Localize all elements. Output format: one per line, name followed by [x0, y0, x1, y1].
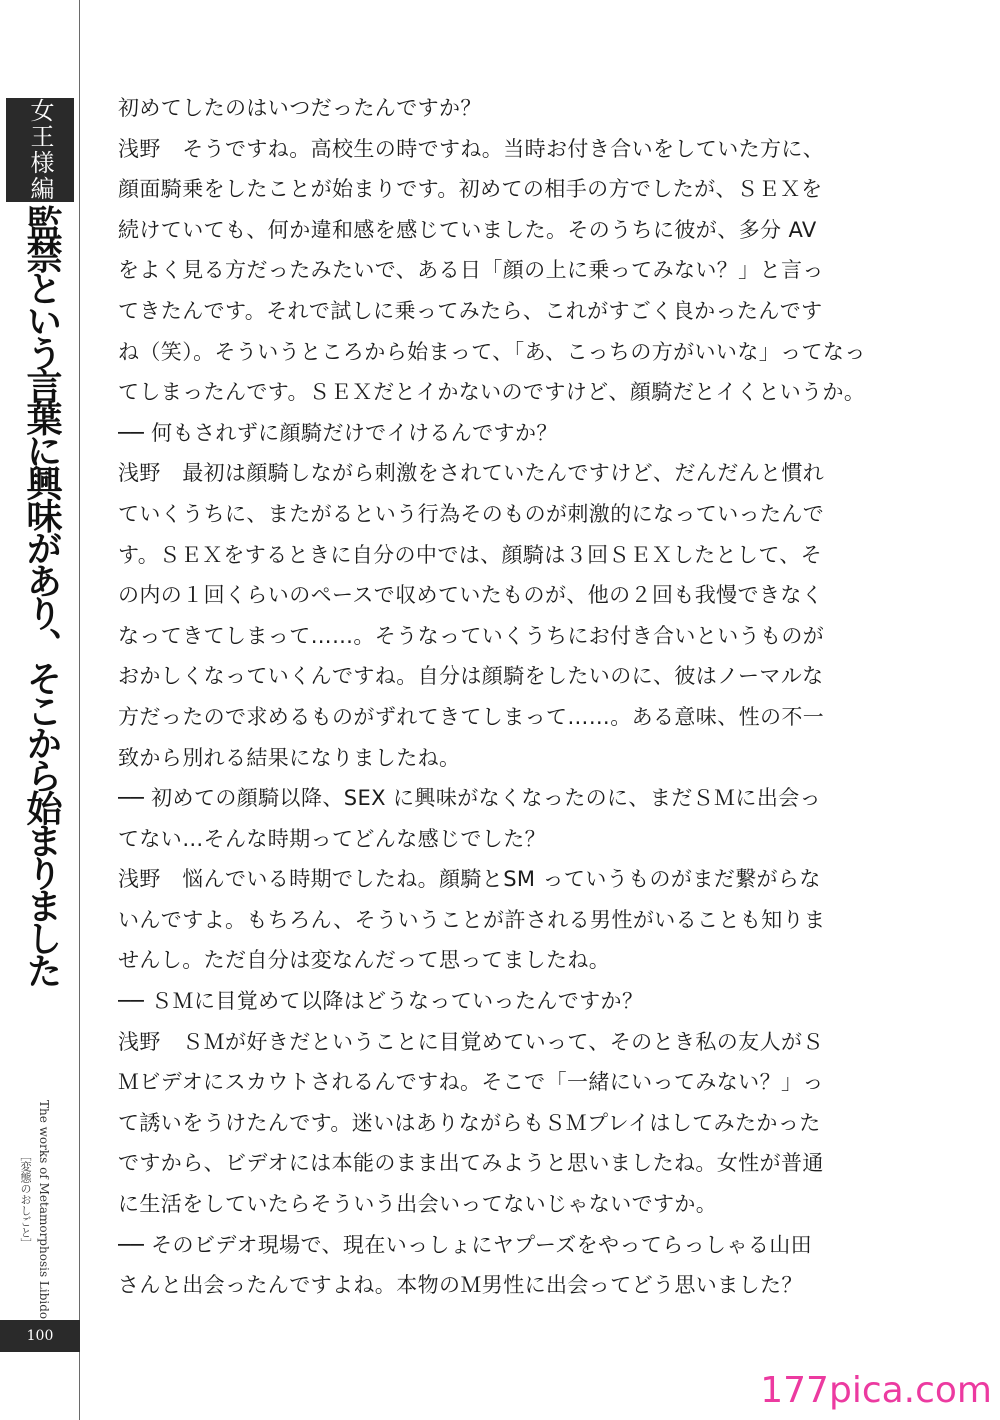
text-line: いんですよ。もちろん、そういうことが許される男性がいることも知りま: [118, 907, 826, 932]
text-line: ── 何もされずに顔騎だけでイけるんですか？: [118, 420, 558, 445]
text-line: 浅野 ＳＭが好きだということに目覚めていって、そのとき私の友人がＳ: [118, 1029, 824, 1054]
text-line: 浅野 最初は顔騎しながら刺激をされていたんですけど、だんだんと慣れ: [118, 461, 825, 486]
text-line: てきたんです。それで試しに乗ってみたら、これがすごく良かったんです: [118, 298, 823, 323]
series-title: The works of Metamorphosis Libido: [37, 1100, 51, 1320]
text-line: の内の１回くらいのペースで収めていたものが、他の２回も我慢できなく: [118, 583, 824, 608]
text-line: ですから、ビデオには本能のまま出てみようと思いましたね。女性が普通: [118, 1151, 824, 1176]
section-tag: 女王様編: [6, 98, 74, 202]
text-line: ていくうちに、またがるという行為そのものが刺激的になっていったんで: [118, 501, 825, 526]
text-line: なってきてしまって……。そうなっていくうちにお付き合いというものが: [118, 623, 825, 648]
text-line: 続けていても、何か違和感を感じていました。そのうちに彼が、多分 AV: [118, 217, 817, 242]
text-line: おかしくなっていくんですね。自分は顔騎をしたいのに、彼はノーマルな: [118, 664, 824, 689]
text-line: ── ＳＭに目覚めて以降はどうなっていったんですか？: [118, 989, 644, 1014]
chapter-headline: 監禁という言葉に興味があり、そこから始まりました: [21, 205, 63, 985]
series-subtitle: ［変態のおしごと］: [19, 1150, 32, 1249]
text-line: に生活をしていたらそういう出会いってないじゃないですか。: [118, 1192, 718, 1217]
text-line: さんと出会ったんですよね。本物のＭ男性に出会ってどう思いました？: [118, 1273, 803, 1298]
text-line: 方だったので求めるものがずれてきてしまって……。ある意味、性の不一: [118, 704, 825, 729]
text-line: 浅野 そうですね。高校生の時ですね。当時お付き合いをしていた方に、: [118, 136, 825, 161]
text-line: 致から別れる結果になりましたね。: [118, 745, 461, 770]
text-line: ね（笑）。そういうところから始まって、「あ、こっちの方がいいな」ってなっ: [118, 339, 866, 364]
text-line: 顔面騎乗をしたことが始まりです。初めての相手の方でしたが、ＳＥＸを: [118, 177, 823, 202]
text-line: てない…そんな時期ってどんな感じでした？: [118, 826, 546, 851]
interview-text: [118, 88, 908, 1306]
watermark: 177pica.com: [760, 1370, 992, 1411]
text-line: す。ＳＥＸをするときに自分の中では、顔騎は３回ＳＥＸしたとして、そ: [118, 542, 823, 567]
text-line: ── そのビデオ現場で、現在いっしょにヤプーズをやってらっしゃる山田: [118, 1232, 813, 1257]
text-line: をよく見る方だったみたいで、ある日「顔の上に乗ってみない？」と言っ: [118, 258, 824, 283]
sidebar: [0, 0, 80, 1420]
text-line: Ｍビデオにスカウトされるんですね。そこで「一緒にいってみない？」っ: [118, 1070, 824, 1095]
text-line: せんし。ただ自分は変なんだって思ってましたね。: [118, 948, 611, 973]
text-line: てしまったんです。ＳＥＸだとイかないのですけど、顔騎だとイくというか。: [118, 380, 866, 405]
text-line: 浅野 悩んでいる時期でしたね。顔騎とSM っていうものがまだ繋がらな: [118, 867, 821, 892]
page-number: 100: [0, 1320, 80, 1352]
text-line: て誘いをうけたんです。迷いはありながらもＳＭプレイはしてみたかった: [118, 1110, 821, 1135]
text-line: 初めてしたのはいつだったんですか？: [118, 96, 482, 120]
text-line: ── 初めての顔騎以降、SEX に興味がなくなったのに、まだＳＭに出会っ: [118, 786, 822, 811]
